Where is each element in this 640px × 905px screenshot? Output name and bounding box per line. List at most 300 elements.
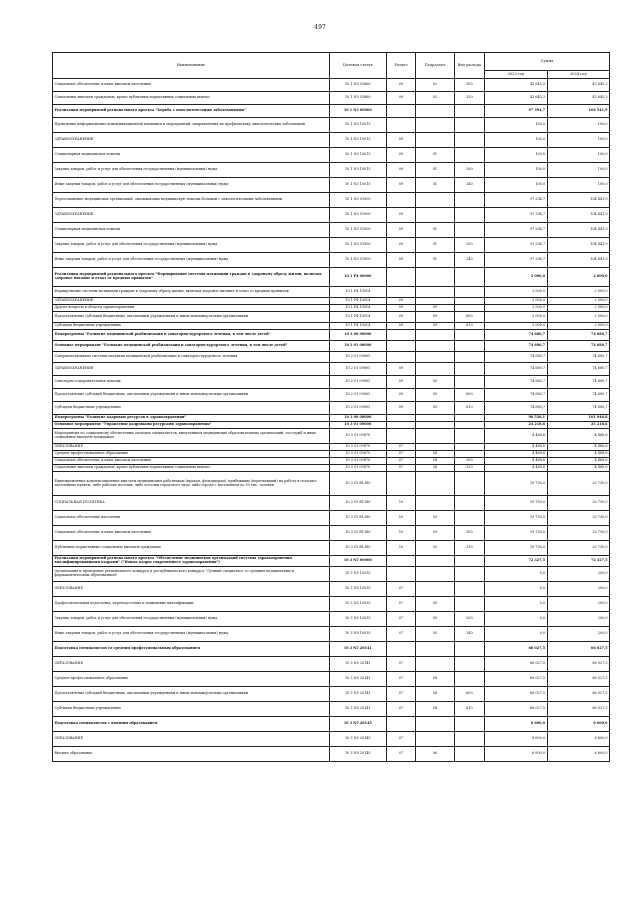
- cell-target-article: 10 1 N3 10015: [329, 163, 386, 178]
- cell-sum-2023: 0,0: [485, 627, 547, 642]
- cell-sum-2024: 72 327,5: [547, 556, 609, 567]
- cell-sum-2024: 2 000,0: [547, 287, 609, 298]
- cell-sum-2024: 100,0: [547, 118, 609, 133]
- cell-expense-type: [454, 133, 485, 148]
- cell-sum-2023: 4 468,6: [485, 429, 547, 444]
- cell-sum-2024: 4 468,6: [547, 465, 609, 472]
- cell-name: Переоснащение медицинских организаций, оказывающих медицинскую помощь больным с онкологическими заболеваниями: [53, 193, 330, 208]
- cell-sum-2023: 100,0: [485, 133, 547, 148]
- cell-section: [386, 429, 416, 444]
- cell-sum-2023: 6 600,0: [485, 717, 547, 732]
- cell-expense-type: [454, 747, 485, 762]
- cell-section: [386, 118, 416, 133]
- cell-subsection: [416, 341, 454, 352]
- cell-sum-2023: 2 000,0: [485, 268, 547, 287]
- cell-sum-2024: 20 750,0: [547, 472, 609, 496]
- cell-sum-2023: 2 000,0: [485, 312, 547, 323]
- cell-name: Иные закупки товаров, работ и услуг для обеспечения государственных (муниципальных) нужд: [53, 253, 330, 268]
- cell-section: [386, 415, 416, 422]
- table-row: [53, 429, 610, 444]
- cell-subsection: [416, 133, 454, 148]
- table-row: [53, 287, 610, 298]
- cell-sum-2024: 74 680,7: [547, 352, 609, 363]
- cell-sum-2023: 0,0: [485, 612, 547, 627]
- cell-expense-type: [454, 582, 485, 597]
- cell-name: Предоставление субсидий бюджетным, автономным учреждениям и иным некоммерческим организациям: [53, 687, 330, 702]
- header-sum: Сумма: [485, 53, 610, 71]
- cell-expense-type: [454, 444, 485, 451]
- cell-sum-2023: 97 294,7: [485, 253, 547, 268]
- cell-target-article: 10 2 01 09891: [329, 363, 386, 376]
- cell-sum-2023: 97 394,7: [485, 105, 547, 118]
- budget-table: [52, 52, 610, 762]
- cell-name: Подпрограмма "Развитие кадровых ресурсов в здравоохранении": [53, 415, 330, 422]
- cell-section: 09: [386, 402, 416, 415]
- cell-sum-2023: 96 526,1: [485, 415, 547, 422]
- cell-expense-type: 300: [454, 458, 485, 465]
- cell-expense-type: [454, 717, 485, 732]
- cell-section: [386, 341, 416, 352]
- cell-expense-type: [454, 732, 485, 747]
- cell-sum-2023: 2 000,0: [485, 323, 547, 330]
- cell-subsection: 04: [416, 672, 454, 687]
- cell-sum-2023: 74 680,7: [485, 341, 547, 352]
- cell-name: Профессиональная подготовка, переподготовка и повышение квалификации: [53, 597, 330, 612]
- cell-sum-2024: 6 600,0: [547, 747, 609, 762]
- cell-sum-2024: 43 645,3: [547, 79, 609, 92]
- cell-sum-2024: 4 468,6: [547, 444, 609, 451]
- table-row: [53, 642, 610, 657]
- cell-name: Закупка товаров, работ и услуг для обеспечения государственных (муниципальных) нужд: [53, 238, 330, 253]
- table-row: [53, 92, 610, 105]
- cell-target-article: 10 3 N5 10035: [329, 567, 386, 582]
- cell-expense-type: 610: [454, 402, 485, 415]
- cell-target-article: 10 3 N5 10035: [329, 627, 386, 642]
- cell-target-article: 10 1 P4 10014: [329, 323, 386, 330]
- cell-section: [386, 422, 416, 429]
- cell-subsection: 05: [416, 597, 454, 612]
- cell-target-article: 10 3 N5 20141: [329, 702, 386, 717]
- table-row: [53, 223, 610, 238]
- cell-section: 07: [386, 747, 416, 762]
- cell-sum-2023: 0,0: [485, 582, 547, 597]
- cell-name: Реализация мероприятий регионального проекта "Обеспечение медицинских организаций системы здравоохранения квалифицированными кадрами" ("Новые кадры современного здравоохранения"): [53, 556, 330, 567]
- cell-sum-2023: 74 680,7: [485, 352, 547, 363]
- cell-subsection: 03: [416, 541, 454, 556]
- cell-expense-type: [454, 511, 485, 526]
- cell-subsection: [416, 193, 454, 208]
- cell-sum-2024: 2 000,0: [547, 305, 609, 312]
- cell-target-article: 10 1 N3 51900: [329, 253, 386, 268]
- table-row: [53, 118, 610, 133]
- cell-target-article: 10 2 00 00000: [329, 330, 386, 341]
- cell-name: Субсидии бюджетным учреждениям: [53, 702, 330, 717]
- header-name: Наименование: [53, 53, 330, 79]
- cell-section: [386, 567, 416, 582]
- cell-expense-type: 310: [454, 541, 485, 556]
- cell-sum-2024: 200,0: [547, 582, 609, 597]
- cell-subsection: 04: [416, 451, 454, 458]
- cell-expense-type: 320: [454, 92, 485, 105]
- cell-target-article: 10 3 01 R1380: [329, 526, 386, 541]
- cell-sum-2023: 100,0: [485, 163, 547, 178]
- header-year-2023: 2023 год: [485, 71, 547, 79]
- cell-name: Формирование системы мотивации граждан к здоровому образу жизни, включая здоровое питание и отказ от вредных привычек: [53, 287, 330, 298]
- cell-expense-type: [454, 556, 485, 567]
- cell-target-article: 10 3 01 09870: [329, 451, 386, 458]
- cell-sum-2023: 97 294,7: [485, 238, 547, 253]
- table-row: [53, 415, 610, 422]
- cell-sum-2024: 4 468,6: [547, 458, 609, 465]
- cell-sum-2024: 66 027,5: [547, 642, 609, 657]
- cell-name: ОБРАЗОВАНИЕ: [53, 657, 330, 672]
- cell-sum-2023: 6 600,0: [485, 732, 547, 747]
- cell-sum-2023: 19 750,0: [485, 496, 547, 511]
- cell-expense-type: [454, 567, 485, 582]
- cell-sum-2024: 20 750,0: [547, 526, 609, 541]
- cell-subsection: [416, 642, 454, 657]
- cell-sum-2023: 97 294,7: [485, 193, 547, 208]
- cell-expense-type: 200: [454, 163, 485, 178]
- cell-section: 10: [386, 526, 416, 541]
- cell-sum-2023: 19 750,0: [485, 511, 547, 526]
- cell-name: Предоставление субсидий бюджетным, автономным учреждениям и иным некоммерческим организациям: [53, 389, 330, 402]
- cell-section: 10: [386, 496, 416, 511]
- cell-sum-2023: 4 468,6: [485, 458, 547, 465]
- cell-subsection: [416, 582, 454, 597]
- cell-subsection: 04: [416, 465, 454, 472]
- cell-subsection: 01: [416, 253, 454, 268]
- table-row: [53, 556, 610, 567]
- cell-sum-2024: 100,0: [547, 133, 609, 148]
- table-row: [53, 298, 610, 305]
- cell-expense-type: [454, 657, 485, 672]
- cell-section: [386, 717, 416, 732]
- table-row: [53, 305, 610, 312]
- cell-target-article: 10 3 N5 20141: [329, 642, 386, 657]
- table-row: [53, 208, 610, 223]
- cell-sum-2024: 100,0: [547, 178, 609, 193]
- cell-name: Совершенствование системы оказания медицинской реабилитации и санаторно-курортного лечения: [53, 352, 330, 363]
- cell-sum-2023: 66 027,5: [485, 657, 547, 672]
- cell-sum-2023: 74 680,7: [485, 330, 547, 341]
- cell-subsection: 01: [416, 178, 454, 193]
- cell-section: 09: [386, 363, 416, 376]
- cell-target-article: 10 3 N5 20145: [329, 717, 386, 732]
- cell-name: Иные закупки товаров, работ и услуг для обеспечения государственных (муниципальных) нужд: [53, 627, 330, 642]
- cell-sum-2024: 43 645,3: [547, 92, 609, 105]
- cell-target-article: 10 3 01 09870: [329, 444, 386, 451]
- cell-expense-type: [454, 352, 485, 363]
- cell-section: 07: [386, 465, 416, 472]
- cell-expense-type: 600: [454, 389, 485, 402]
- cell-expense-type: [454, 429, 485, 444]
- cell-expense-type: 240: [454, 178, 485, 193]
- cell-subsection: 01: [416, 148, 454, 163]
- cell-target-article: 10 3 N5 10035: [329, 612, 386, 627]
- cell-sum-2024: 101 946,8: [547, 415, 609, 422]
- cell-target-article: 10 3 N5 20141: [329, 687, 386, 702]
- cell-subsection: [416, 118, 454, 133]
- cell-subsection: 04: [416, 702, 454, 717]
- cell-sum-2023: 4 468,6: [485, 451, 547, 458]
- cell-expense-type: 200: [454, 612, 485, 627]
- cell-name: Подпрограмма "Развитие медицинской реабилитации и санаторно-курортного лечения, в том числе детей": [53, 330, 330, 341]
- cell-expense-type: [454, 223, 485, 238]
- cell-sum-2024: 74 680,7: [547, 402, 609, 415]
- cell-sum-2023: 2 000,0: [485, 305, 547, 312]
- cell-sum-2023: 2 000,0: [485, 287, 547, 298]
- cell-subsection: [416, 330, 454, 341]
- table-row: [53, 526, 610, 541]
- cell-sum-2024: 74 680,7: [547, 330, 609, 341]
- cell-target-article: 10 3 N5 20141: [329, 657, 386, 672]
- cell-subsection: 02: [416, 79, 454, 92]
- table-row: [53, 133, 610, 148]
- cell-subsection: 03: [416, 526, 454, 541]
- table-row: [53, 747, 610, 762]
- cell-section: 07: [386, 672, 416, 687]
- cell-subsection: 05: [416, 612, 454, 627]
- cell-expense-type: 240: [454, 253, 485, 268]
- cell-name: Подготовка специалистов со средним профессиональным образованием: [53, 642, 330, 657]
- table-row: [53, 268, 610, 287]
- cell-target-article: 10 3 01 09870: [329, 429, 386, 444]
- cell-section: [386, 556, 416, 567]
- cell-name: Социальное обеспечение и иные выплаты населению: [53, 526, 330, 541]
- table-row: [53, 389, 610, 402]
- cell-name: Другие вопросы в области здравоохранения: [53, 305, 330, 312]
- cell-name: Санаторно-оздоровительная помощь: [53, 376, 330, 389]
- cell-subsection: [416, 422, 454, 429]
- cell-target-article: 10 3 N5 10035: [329, 582, 386, 597]
- cell-target-article: 10 2 01 09891: [329, 352, 386, 363]
- cell-sum-2023: 66 027,5: [485, 672, 547, 687]
- cell-target-article: 10 3 01 R1380: [329, 472, 386, 496]
- cell-target-article: 10 1 N3 51900: [329, 238, 386, 253]
- cell-sum-2024: 100,0: [547, 163, 609, 178]
- cell-expense-type: [454, 376, 485, 389]
- cell-sum-2023: 74 680,7: [485, 402, 547, 415]
- cell-target-article: 10 1 P4 10014: [329, 305, 386, 312]
- cell-target-article: 10 1 P4 10014: [329, 298, 386, 305]
- cell-sum-2024: 104 541,9: [547, 105, 609, 118]
- cell-subsection: [416, 415, 454, 422]
- cell-sum-2024: 74 680,7: [547, 341, 609, 352]
- cell-target-article: 10 1 P4 10014: [329, 287, 386, 298]
- cell-target-article: 10 1 N3 10015: [329, 148, 386, 163]
- cell-section: 07: [386, 582, 416, 597]
- cell-sum-2023: 100,0: [485, 148, 547, 163]
- cell-name: Высшее образование: [53, 747, 330, 762]
- cell-subsection: 05: [416, 376, 454, 389]
- cell-sum-2024: 66 027,5: [547, 657, 609, 672]
- cell-sum-2023: 100,0: [485, 118, 547, 133]
- cell-expense-type: 200: [454, 238, 485, 253]
- cell-section: [386, 472, 416, 496]
- cell-expense-type: [454, 496, 485, 511]
- cell-sum-2023: 6 600,0: [485, 747, 547, 762]
- cell-name: Единовременные компенсационные выплаты медицинским работникам (врачам, фельдшерам), прибывшим (переехавшим) на работу в сельские населенные пункты, либо рабочие поселки, либо поселки городского типа, либо города с населением до 50 тыс. человек: [53, 472, 330, 496]
- table-row: [53, 465, 610, 472]
- cell-subsection: [416, 105, 454, 118]
- cell-subsection: 09: [416, 312, 454, 323]
- cell-section: 07: [386, 458, 416, 465]
- cell-sum-2023: 43 645,3: [485, 92, 547, 105]
- cell-sum-2023: 66 027,5: [485, 642, 547, 657]
- table-row: [53, 541, 610, 556]
- cell-section: 07: [386, 444, 416, 451]
- cell-sum-2023: 2 000,0: [485, 298, 547, 305]
- cell-expense-type: [454, 451, 485, 458]
- cell-subsection: [416, 657, 454, 672]
- cell-section: 09: [386, 79, 416, 92]
- cell-expense-type: 300: [454, 526, 485, 541]
- cell-name: Реализация мероприятий регионального проекта "Борьба с онкологическими заболеваниями": [53, 105, 330, 118]
- cell-sum-2024: 74 680,7: [547, 363, 609, 376]
- cell-name: ЗДРАВООХРАНЕНИЕ: [53, 298, 330, 305]
- table-body: [53, 79, 610, 762]
- cell-section: 09: [386, 298, 416, 305]
- cell-subsection: 09: [416, 305, 454, 312]
- table-row: [53, 193, 610, 208]
- cell-subsection: 01: [416, 223, 454, 238]
- cell-section: 09: [386, 92, 416, 105]
- cell-sum-2024: 20 750,0: [547, 496, 609, 511]
- cell-section: 07: [386, 597, 416, 612]
- cell-sum-2024: 2 000,0: [547, 298, 609, 305]
- cell-subsection: [416, 717, 454, 732]
- cell-subsection: 01: [416, 238, 454, 253]
- cell-sum-2024: 200,0: [547, 597, 609, 612]
- header-year-2024: 2024 год: [547, 71, 609, 79]
- cell-sum-2023: 4 468,6: [485, 465, 547, 472]
- table-row: [53, 582, 610, 597]
- cell-section: [386, 287, 416, 298]
- cell-expense-type: [454, 363, 485, 376]
- cell-sum-2023: 0,0: [485, 567, 547, 582]
- table-row: [53, 687, 610, 702]
- cell-section: 09: [386, 133, 416, 148]
- cell-expense-type: 610: [454, 702, 485, 717]
- cell-sum-2024: 104 441,9: [547, 208, 609, 223]
- cell-sum-2023: 72 327,5: [485, 556, 547, 567]
- cell-target-article: 10 3 01 09870: [329, 458, 386, 465]
- cell-sum-2024: 4 468,6: [547, 451, 609, 458]
- table-row: [53, 323, 610, 330]
- cell-section: [386, 268, 416, 287]
- cell-expense-type: [454, 105, 485, 118]
- cell-name: Социальное обеспечение и иные выплаты населению: [53, 458, 330, 465]
- cell-name: Закупка товаров, работ и услуг для обеспечения государственных (муниципальных) нужд: [53, 163, 330, 178]
- table-row: [53, 148, 610, 163]
- cell-sum-2023: 100,0: [485, 178, 547, 193]
- cell-expense-type: 300: [454, 79, 485, 92]
- cell-sum-2023: 66 027,5: [485, 687, 547, 702]
- cell-sum-2023: 4 468,6: [485, 444, 547, 451]
- cell-name: Подготовка специалистов с высшим образованием: [53, 717, 330, 732]
- cell-sum-2024: 2 000,0: [547, 312, 609, 323]
- cell-target-article: 10 3 N5 20145: [329, 747, 386, 762]
- cell-sum-2023: 19 750,0: [485, 472, 547, 496]
- cell-name: Стационарная медицинская помощь: [53, 148, 330, 163]
- cell-section: 09: [386, 389, 416, 402]
- table-row: [53, 597, 610, 612]
- cell-subsection: 06: [416, 747, 454, 762]
- cell-sum-2024: 74 680,7: [547, 389, 609, 402]
- cell-section: [386, 642, 416, 657]
- cell-section: 09: [386, 312, 416, 323]
- table-row: [53, 511, 610, 526]
- cell-sum-2023: 24 218,6: [485, 422, 547, 429]
- cell-name: Социальное обеспечение и иные выплаты населению: [53, 79, 330, 92]
- header-expense-type: Вид расхода: [454, 53, 485, 79]
- table-row: [53, 702, 610, 717]
- cell-target-article: 10 3 01 00000: [329, 422, 386, 429]
- cell-section: 09: [386, 376, 416, 389]
- cell-name: Среднее профессиональное образование: [53, 451, 330, 458]
- cell-expense-type: [454, 472, 485, 496]
- cell-section: [386, 105, 416, 118]
- cell-target-article: 10 1 N3 10015: [329, 178, 386, 193]
- cell-sum-2024: 2 000,0: [547, 268, 609, 287]
- cell-subsection: 05: [416, 402, 454, 415]
- page-number: 497: [314, 24, 326, 31]
- cell-target-article: 10 3 00 00000: [329, 415, 386, 422]
- cell-sum-2023: 74 680,7: [485, 363, 547, 376]
- cell-name: Реализация мероприятий регионального проекта "Формирование системы мотивации граждан к здоровому образу жизни, включая здоровое питание и отказ от вредных привычек": [53, 268, 330, 287]
- table-row: [53, 444, 610, 451]
- cell-target-article: 10 3 01 09870: [329, 465, 386, 472]
- cell-subsection: 04: [416, 458, 454, 465]
- cell-expense-type: [454, 268, 485, 287]
- cell-name: Предоставление субсидий бюджетным, автономным учреждениям и иным некоммерческим организациям: [53, 312, 330, 323]
- cell-expense-type: [454, 422, 485, 429]
- cell-target-article: 10 3 01 R1380: [329, 496, 386, 511]
- cell-name: ЗДРАВООХРАНЕНИЕ: [53, 208, 330, 223]
- cell-sum-2023: 74 680,7: [485, 376, 547, 389]
- cell-name: Закупка товаров, работ и услуг для обеспечения государственных (муниципальных) нужд: [53, 612, 330, 627]
- cell-section: 10: [386, 511, 416, 526]
- table-row: [53, 472, 610, 496]
- cell-subsection: 01: [416, 163, 454, 178]
- table-row: [53, 163, 610, 178]
- cell-subsection: 05: [416, 389, 454, 402]
- cell-target-article: 10 3 01 R1380: [329, 511, 386, 526]
- cell-expense-type: [454, 330, 485, 341]
- cell-subsection: 04: [416, 687, 454, 702]
- table-row: [53, 422, 610, 429]
- cell-expense-type: [454, 341, 485, 352]
- cell-section: 09: [386, 253, 416, 268]
- cell-subsection: 09: [416, 323, 454, 330]
- cell-sum-2024: 104 441,9: [547, 223, 609, 238]
- cell-sum-2024: 6 600,0: [547, 732, 609, 747]
- cell-sum-2024: 100,0: [547, 148, 609, 163]
- cell-expense-type: [454, 298, 485, 305]
- cell-expense-type: [454, 597, 485, 612]
- cell-section: 07: [386, 687, 416, 702]
- cell-name: Иные закупки товаров, работ и услуг для обеспечения государственных (муниципальных) нужд: [53, 178, 330, 193]
- cell-section: [386, 352, 416, 363]
- cell-sum-2024: 20 750,0: [547, 511, 609, 526]
- table-header: [53, 53, 610, 79]
- table-row: [53, 376, 610, 389]
- cell-expense-type: [454, 287, 485, 298]
- table-row: [53, 105, 610, 118]
- cell-expense-type: [454, 148, 485, 163]
- table-row: [53, 363, 610, 376]
